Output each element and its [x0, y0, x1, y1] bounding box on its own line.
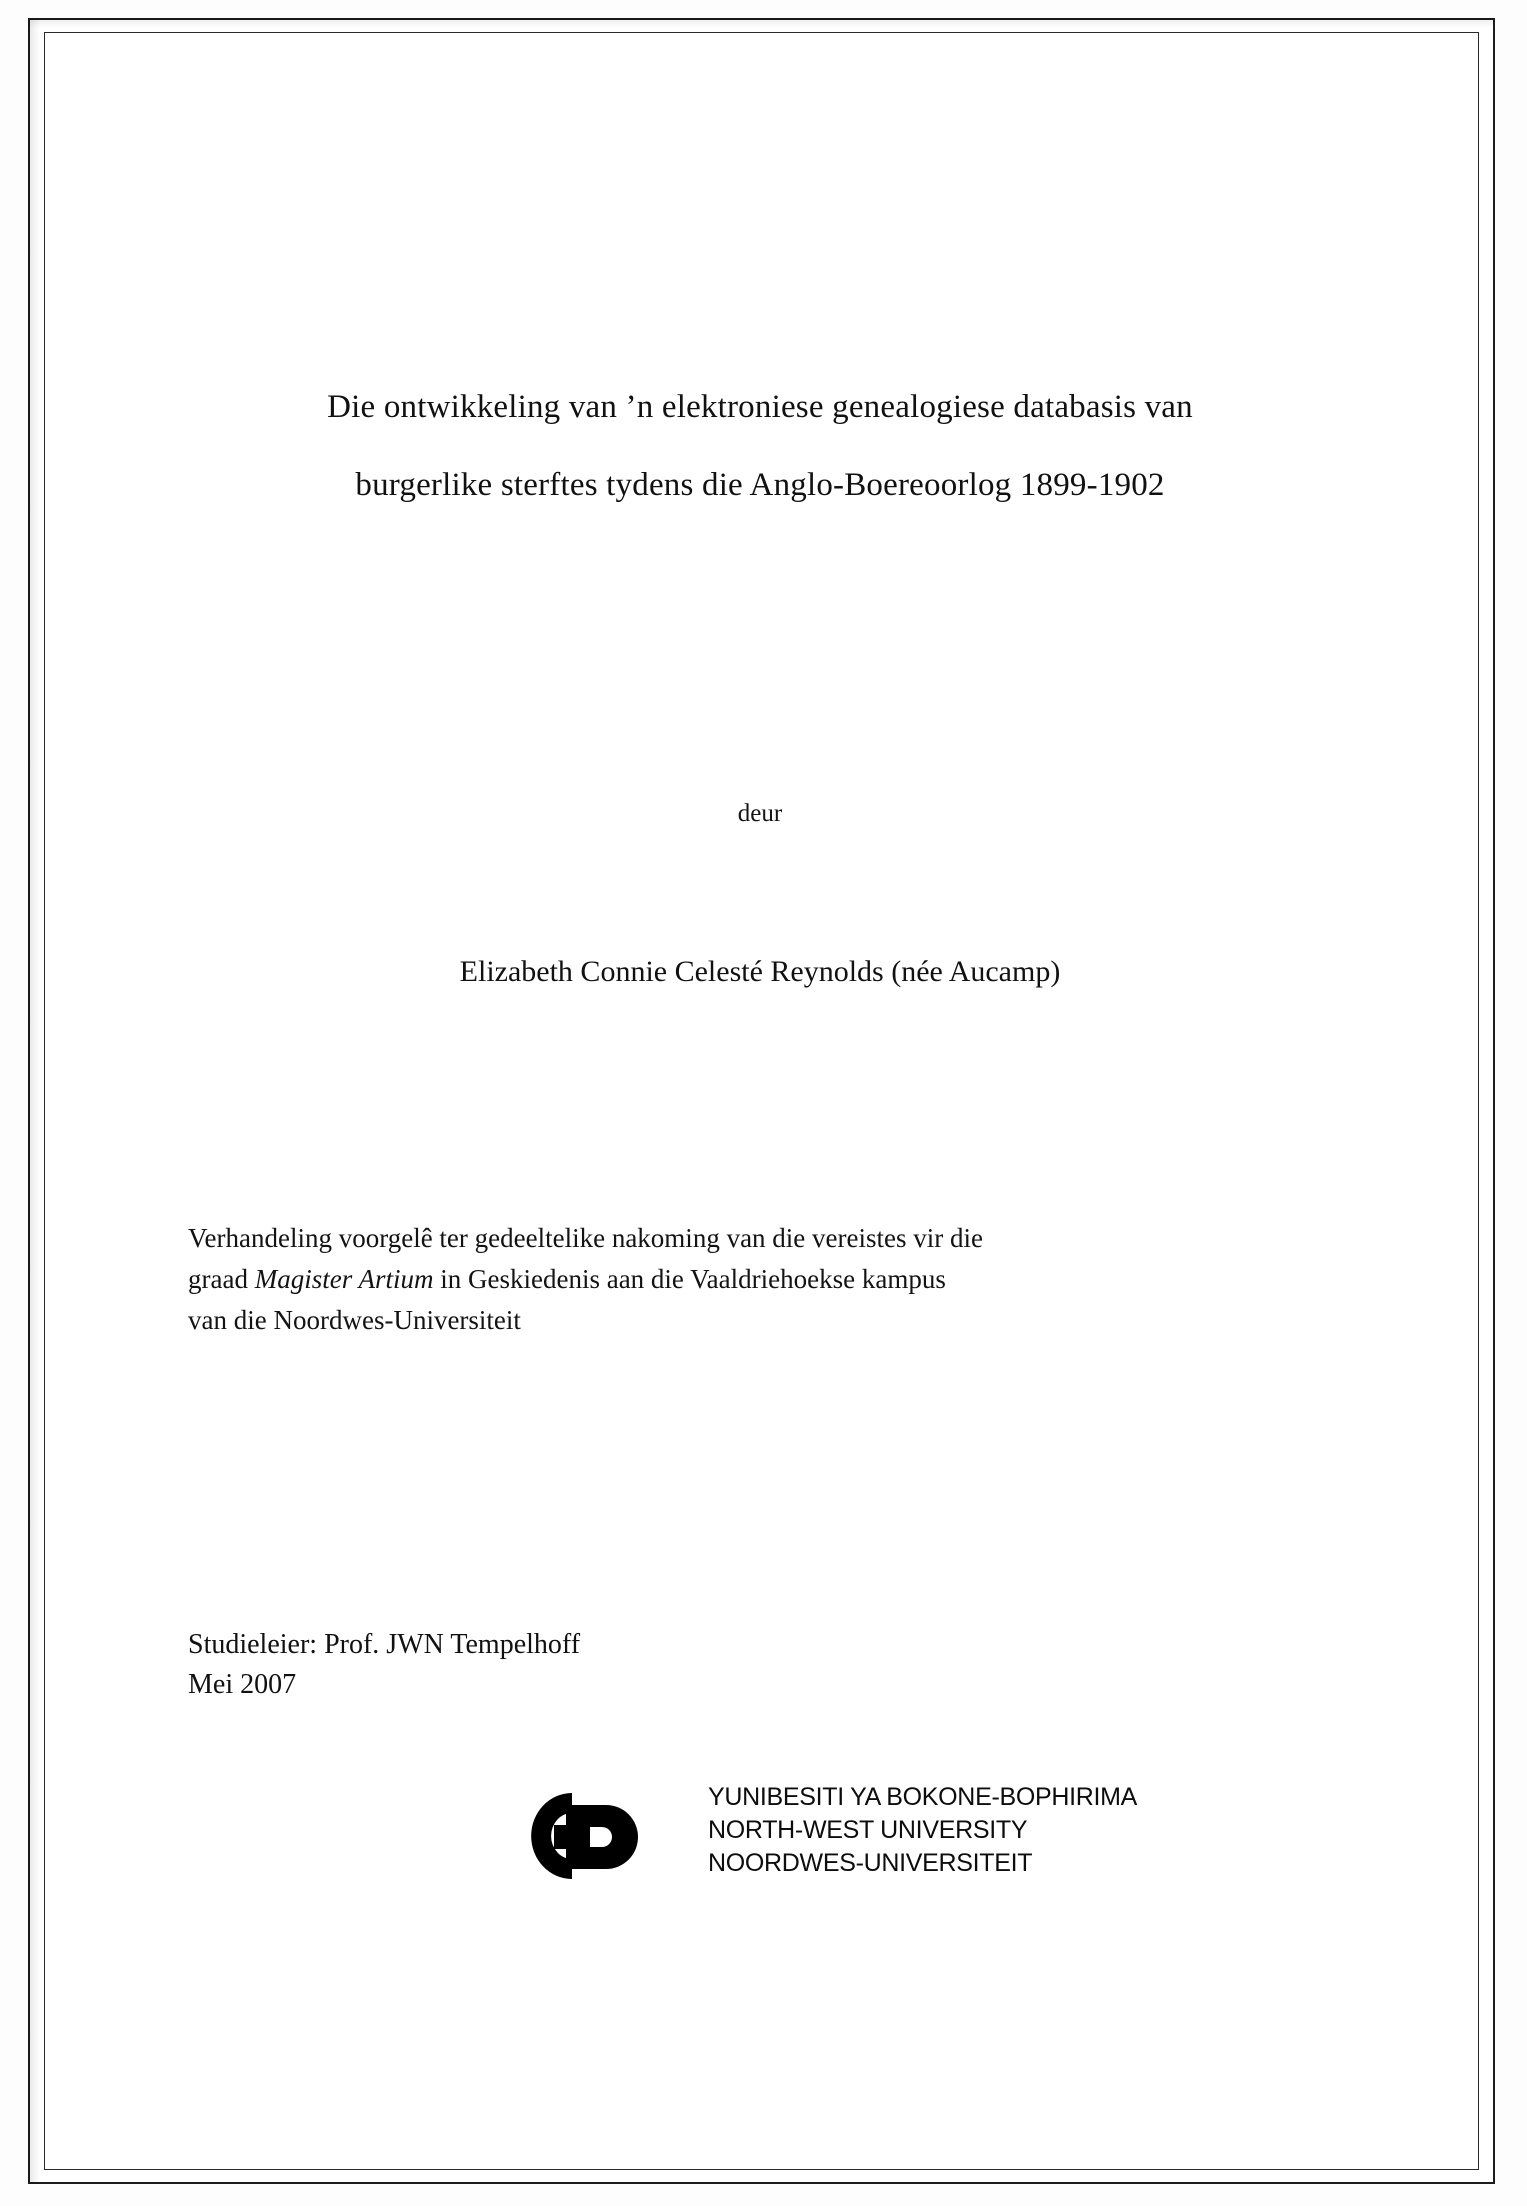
page-title: [180, 368, 1340, 524]
logo-text-line-2: NORTH-WEST UNIVERSITY: [708, 1816, 1028, 1844]
university-logo-block: [460, 1775, 1220, 1905]
degree-statement-line-1: Verhandeling voorgelê ter gedeeltelike nakoming van die vereistes vir die: [188, 1223, 983, 1253]
degree-statement-line-2-suffix: in Geskiedenis aan die Vaaldriehoekse kampus: [433, 1264, 946, 1294]
logo-text-line-1: YUNIBESITI YA BOKONE-BOPHIRIMA: [708, 1783, 1138, 1811]
scan-edge-shadow-left: [28, 18, 40, 2184]
logo-text-line-3: NOORDWES-UNIVERSITEIT: [708, 1849, 1033, 1877]
north-west-university-logo-icon: [510, 1783, 670, 1893]
author-name: Elizabeth Connie Celesté Reynolds (née Aucamp): [459, 955, 1061, 988]
date-line: Mei 2007: [188, 1669, 297, 1700]
supervisor-line: Studieleier: Prof. JWN Tempelhoff: [188, 1629, 581, 1660]
degree-name: Magister Artium: [254, 1264, 434, 1294]
title-line-2: burgerlike sterftes tydens die Anglo-Boereoorlog 1899-1902: [355, 467, 1165, 503]
degree-statement-line-2: [188, 1259, 1323, 1300]
university-logo-text: [708, 1781, 1137, 1880]
degree-statement-line-3: van die Noordwes-Universiteit: [188, 1305, 521, 1335]
supervisor-block: [188, 1625, 1088, 1705]
title-page-content: [160, 0, 1360, 2206]
degree-statement-line-2-prefix: graad: [188, 1264, 255, 1294]
by-label: deur: [737, 800, 783, 827]
title-line-1: Die ontwikkeling van ’n elektroniese genealogiese databasis van: [327, 389, 1193, 425]
degree-statement: [188, 1218, 1323, 1341]
